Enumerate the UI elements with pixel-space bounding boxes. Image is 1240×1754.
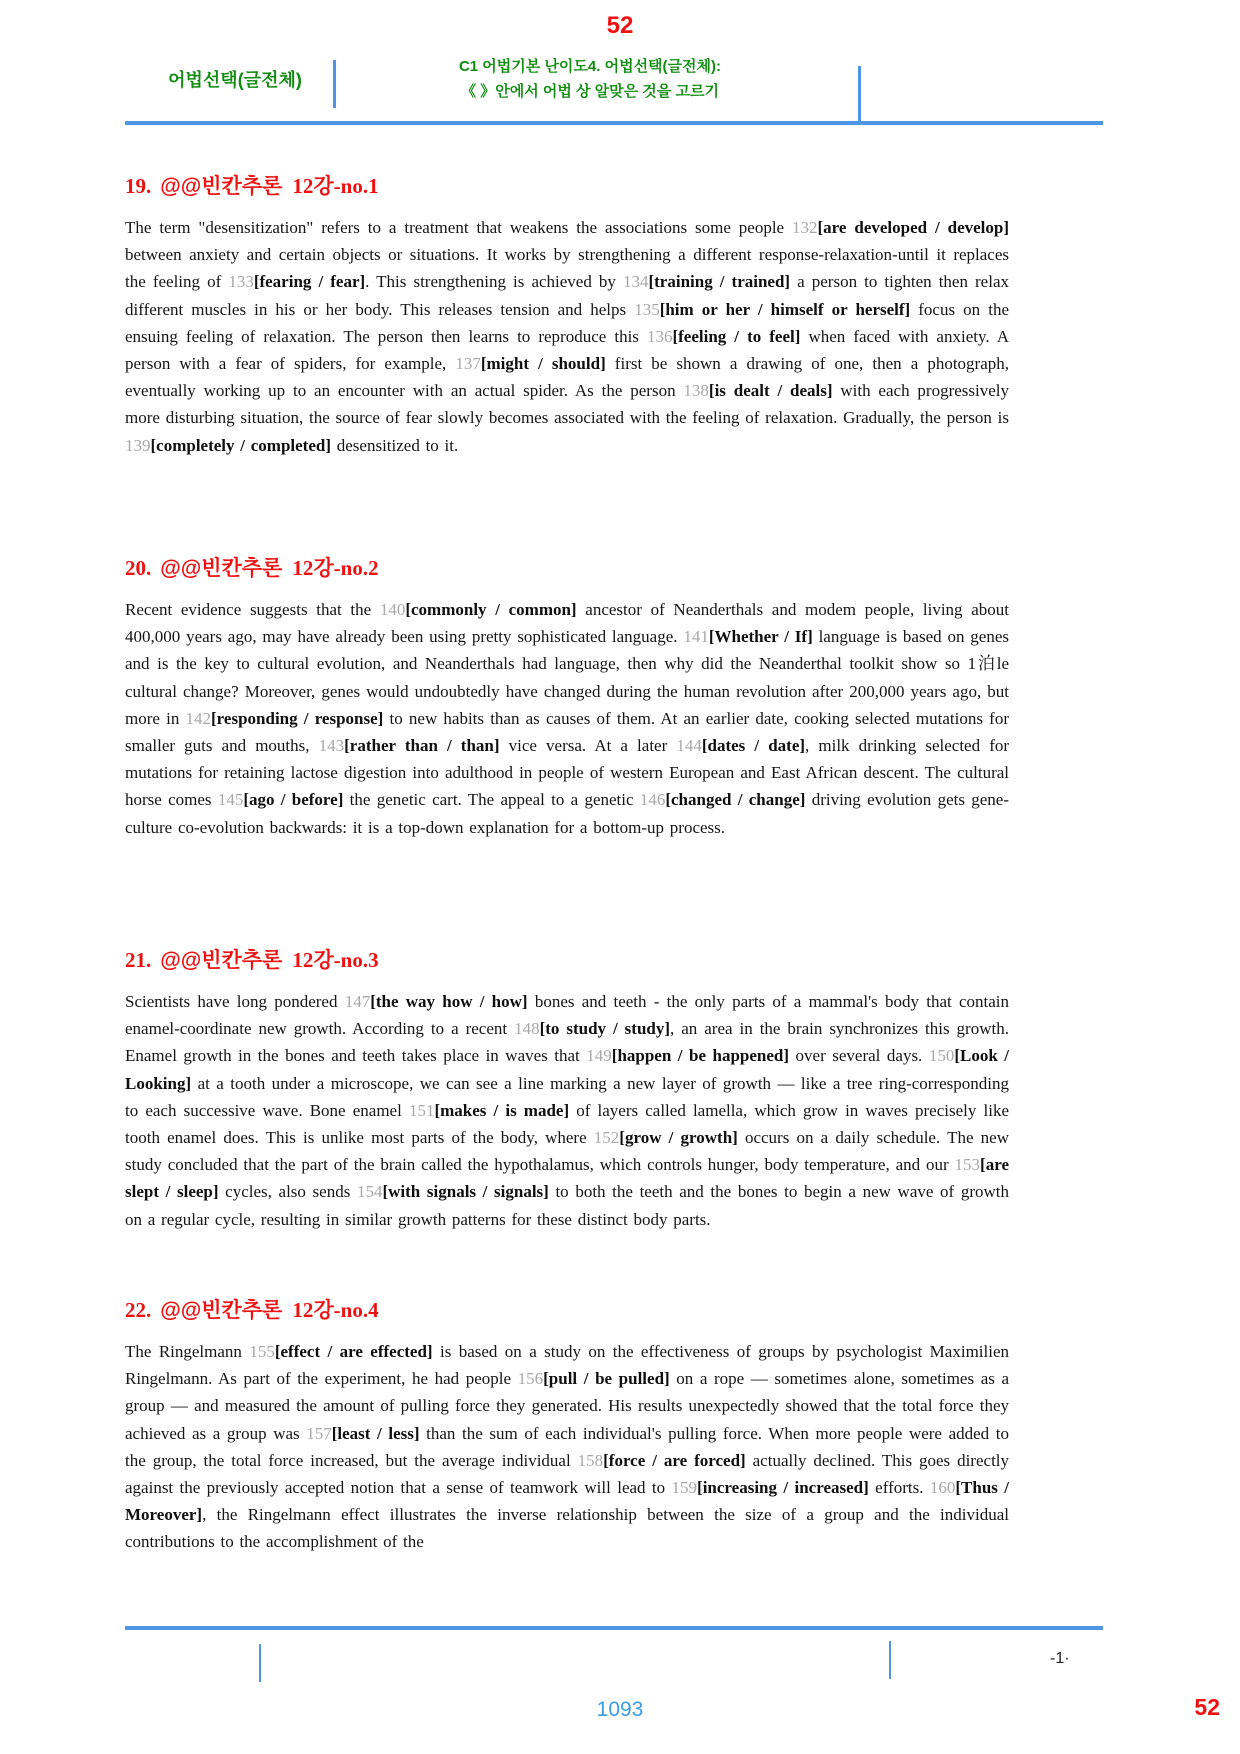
grammar-choice-144 (676, 736, 805, 755)
choice-number: 146 (639, 790, 666, 810)
section-21 (125, 944, 1009, 1233)
grammar-choice-155 (249, 1342, 432, 1361)
choice-number: 135 (634, 299, 660, 319)
choice-options: [dates / date] (701, 736, 806, 756)
section-20 (125, 552, 1009, 841)
grammar-choice-145 (218, 790, 344, 809)
choice-number: 147 (344, 992, 371, 1011)
grammar-choice-137 (455, 354, 605, 373)
grammar-choice-138 (683, 381, 832, 400)
choice-options: [Whether / If] (708, 627, 813, 647)
grammar-choice-135 (634, 300, 910, 319)
section-suffix: 12강-no.4 (292, 1298, 379, 1322)
choice-number: 144 (676, 736, 702, 756)
grammar-choice-140 (380, 600, 577, 619)
passage-text: Scientists have long pondered 147[the way how / how] bones and teeth - the only parts of a mammal's body that contain enamel-coordinate new growth. According to a recent 148[to study / study], an area in the brain synchronizes this growth. Enamel growth in the bones and teeth takes place in waves that 149[happen / be happened] over several days. 150[Look / Looking] at a tooth under a microscope, we can see a line marking a new layer of growth — like a tree ring-corresponding to each successive wave. Bone enamel 151[makes / is made] of layers called lamella, which grow in waves precisely like tooth enamel does. This is unlike most parts of the body, where 152[grow / growth] occurs on a daily schedule. The new study concluded that the part of the brain called the hypothalamus, which controls hunger, body temperature, and our 153[are slept / sleep] cycles, also sends 154[with signals / signals] to both the teeth and the bones to begin a new wave of growth on a regular cycle, resulting in similar growth patterns for these distinct body parts. (125, 992, 1009, 1229)
header-left-label: 어법선택(글전체) (168, 70, 302, 90)
grammar-choice-159 (672, 1478, 869, 1497)
choice-number: 156 (517, 1369, 544, 1389)
grammar-choice-160 (125, 1478, 1009, 1524)
grammar-choice-150 (125, 1046, 1009, 1092)
grammar-choice-134 (623, 272, 790, 291)
footer-tick-left (259, 1644, 261, 1682)
choice-options: [completely / completed] (150, 435, 331, 455)
passage-text: Recent evidence suggests that the 140[commonly / common] ancestor of Neanderthals and modem people, living about 400,000 years ago, may have already been using pretty sophisticated language. 141[Whether / If] language is based on genes and is the key to cultural evolution, and Neanderthals had language, then why did the Neanderthal toolkit show so 1泊le cultural change? Moreover, genes would undoubtedly have changed during the human revolution after 200,000 years ago, but more in 142[responding / response] to new habits than as causes of them. At an earlier date, cooking selected mutations for smaller guts and mouths, 143[rather than / than] vice versa. At a later 144[dates / date], milk drinking selected for mutations for retaining lactose digestion into adulthood in people of western European and East African descent. The cultural horse comes 145[ago / before] the genetic cart. The appeal to a genetic 146[changed / change] driving evolution gets gene-culture co-evolution backwards: it is a top-down explanation for a bottom-up process. (125, 600, 1010, 837)
header-rule (125, 121, 1103, 125)
choice-number: 133 (228, 272, 254, 292)
choice-options: [grow / growth] (619, 1128, 738, 1148)
choice-options: [feeling / to feel] (672, 326, 801, 346)
footer-center-number: 1093 (596, 1698, 644, 1721)
section-21-heading (125, 944, 1009, 974)
header-title-line2: 《 》안에서 어법 상 알맞은 것을 고르기 (461, 83, 719, 100)
grammar-choice-158 (578, 1451, 746, 1470)
choice-number: 143 (318, 736, 345, 756)
section-22 (125, 1294, 1009, 1556)
choice-number: 149 (586, 1046, 612, 1066)
choice-options: [rather than / than] (344, 736, 500, 756)
choice-number: 139 (125, 435, 151, 455)
grammar-choice-153 (125, 1155, 1009, 1201)
section-tag: @@빈칸추론 (160, 557, 283, 580)
section-number: 20. (125, 556, 152, 580)
choice-number: 137 (455, 354, 481, 374)
grammar-choice-152 (594, 1128, 738, 1147)
passage-text: The term "desensitization" refers to a treatment that weakens the associations some people 132[are developed / develop] between anxiety and certain objects or situations. It works by strengthening a different response-relaxation-until it replaces the feeling of 133[fearing / fear]. This strengthening is achieved by 134[training / trained] a person to tighten then relax different muscles in his or her body. This releases tension and helps 135[him or her / himself or herself] focus on the ensuing feeling of relaxation. The person then learns to reproduce this 136[feeling / to feel] when faced with anxiety. A person with a fear of spiders, for example, 137[might / should] first be shown a drawing of one, then a photograph, eventually working up to an encounter with an actual spider. As the person 138[is dealt / deals] with each progressively more disturbing situation, the source of fear slowly becomes associated with the feeling of relaxation. Gradually, the person is 139[completely / completed] desensitized to it. (125, 218, 1010, 455)
choice-number: 132 (792, 218, 818, 237)
choice-number: 158 (577, 1450, 604, 1470)
choice-options: [to study / study] (539, 1019, 671, 1039)
grammar-choice-146 (640, 790, 806, 809)
grammar-choice-149 (586, 1046, 789, 1065)
choice-options: [least / less] (331, 1423, 420, 1443)
choice-options: [Look / Looking] (125, 1046, 1009, 1093)
choice-number: 141 (683, 627, 709, 647)
choice-number: 134 (622, 272, 649, 292)
footer-tick-right (889, 1641, 891, 1679)
section-number: 22. (125, 1298, 152, 1322)
grammar-choice-157 (306, 1424, 419, 1443)
choice-options: [are developed / develop] (817, 218, 1009, 237)
grammar-choice-142 (186, 709, 384, 728)
footer-rule (125, 1626, 1103, 1630)
choice-number: 150 (928, 1046, 955, 1066)
grammar-choice-141 (683, 627, 812, 646)
choice-number: 152 (593, 1128, 620, 1148)
choice-options: [pull / be pulled] (543, 1369, 670, 1389)
section-suffix: 12강-no.1 (292, 174, 379, 198)
grammar-choice-133 (228, 272, 365, 291)
section-suffix: 12강-no.2 (292, 556, 379, 580)
top-page-number: 52 (606, 12, 634, 39)
choice-options: [makes / is made] (434, 1100, 570, 1120)
grammar-choice-132 (792, 218, 1009, 237)
grammar-choice-156 (518, 1369, 670, 1388)
section-tag: @@빈칸추론 (160, 949, 283, 972)
header-title-line1: C1 어법기본 난이도4. 어법선택(글전체): (458, 58, 722, 75)
header-divider-left (333, 60, 336, 108)
section-22-heading (125, 1294, 1009, 1324)
choice-options: [commonly / common] (405, 600, 577, 619)
choice-number: 154 (356, 1182, 383, 1202)
header-title (340, 54, 840, 104)
section-19-heading (125, 170, 1009, 200)
choice-number: 136 (646, 326, 673, 346)
choice-number: 160 (929, 1478, 956, 1498)
choice-options: [with signals / signals] (382, 1182, 549, 1202)
choice-number: 138 (683, 381, 709, 401)
choice-options: [Thus / Moreover] (125, 1478, 1009, 1525)
choice-options: [increasing / increased] (697, 1478, 869, 1498)
choice-options: [the way how / how] (370, 992, 528, 1011)
choice-options: [is dealt / deals] (708, 381, 833, 401)
choice-options: [changed / change] (665, 790, 806, 810)
section-suffix: 12강-no.3 (292, 948, 379, 972)
header-divider-right (858, 66, 861, 122)
section-number: 19. (125, 174, 152, 198)
choice-options: [force / are forced] (603, 1450, 746, 1470)
section-tag: @@빈칸추론 (160, 175, 283, 198)
footer-page-marker: -1· (1050, 1650, 1070, 1667)
choice-number: 151 (408, 1100, 435, 1120)
grammar-choice-139 (125, 436, 331, 455)
choice-number: 155 (249, 1342, 275, 1361)
choice-number: 140 (379, 600, 406, 619)
choice-number: 157 (306, 1423, 332, 1443)
grammar-choice-151 (409, 1101, 569, 1120)
passage-text: The Ringelmann 155[effect / are effected] is based on a study on the effectiveness of groups by psychologist Maximilien Ringelmann. As part of the experiment, he had people 156[pull / be pulled] on a rope — sometimes alone, sometimes as a group — and measured the amount of pulling force they generated. His results unexpectedly showed that the total force they achieved as a group was 157[least / less] than the sum of each individual's pulling force. When more people were added to the group, the total force increased, but the average individual 158[force / are forced] actually declined. This goes directly against the previously accepted notion that a sense of teamwork will lead to 159[increasing / increased] efforts. 160[Thus / Moreover], the Ringelmann effect illustrates the inverse relationship between the size of a group and the individual contributions to the accomplishment of the (125, 1342, 1010, 1552)
footer-page-number: 52 (1194, 1694, 1220, 1720)
grammar-choice-154 (357, 1182, 549, 1201)
choice-options: [effect / are effected] (274, 1342, 433, 1361)
choice-number: 145 (217, 790, 244, 810)
choice-options: [fearing / fear] (253, 272, 366, 292)
choice-options: [happen / be happened] (611, 1046, 790, 1066)
section-tag: @@빈칸추론 (160, 1299, 283, 1322)
choice-number: 159 (671, 1478, 698, 1498)
choice-options: [him or her / himself or herself] (659, 299, 911, 319)
choice-options: [ago / before] (243, 790, 344, 810)
choice-number: 142 (185, 708, 212, 728)
section-20-heading (125, 552, 1009, 582)
grammar-choice-147 (345, 992, 528, 1011)
choice-number: 148 (514, 1019, 540, 1039)
grammar-choice-143 (319, 736, 500, 755)
section-number: 21. (125, 948, 152, 972)
choice-options: [training / trained] (648, 272, 791, 292)
grammar-choice-148 (514, 1019, 670, 1038)
choice-number: 153 (954, 1155, 981, 1175)
grammar-choice-136 (647, 327, 800, 346)
choice-options: [might / should] (480, 354, 606, 374)
choice-options: [are slept / sleep] (125, 1155, 1009, 1202)
choice-options: [responding / response] (211, 708, 384, 728)
section-19 (125, 170, 1009, 459)
